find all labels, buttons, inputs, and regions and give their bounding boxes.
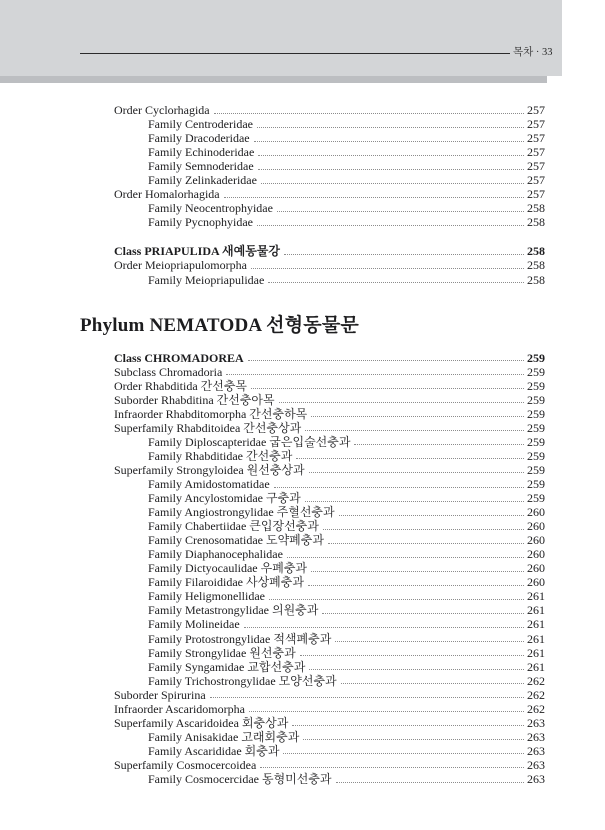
toc-row (114, 477, 545, 491)
toc-row (114, 131, 545, 145)
toc-row (114, 702, 545, 716)
toc-page-number: 257 (527, 103, 545, 117)
toc-page-number: 259 (527, 406, 545, 421)
running-header: 목차 · 33 (513, 47, 553, 58)
toc-entry-label: Superfamily Ascaridoidea 회충상과 (114, 715, 289, 730)
toc-page-number: 261 (527, 603, 545, 618)
toc-entry-label: Family Crenosomatidae 도약폐충과 (148, 533, 324, 548)
dot-leader (269, 599, 524, 600)
toc-entry-label: Family Semnoderidae (148, 159, 254, 174)
toc-row (114, 716, 545, 730)
toc-entry-label: Family Trichostrongylidae 모양선충과 (148, 673, 337, 688)
dot-leader (248, 360, 524, 361)
toc-entry-label: Family Amidostomatidae (148, 476, 270, 491)
toc-list (80, 103, 545, 786)
toc-row (114, 688, 545, 702)
toc-entry-label: Superfamily Cosmocercoidea (114, 757, 257, 772)
toc-page-number: 260 (527, 519, 545, 534)
dot-leader (251, 388, 524, 389)
toc-page-number: 261 (527, 631, 545, 646)
dot-leader (309, 472, 524, 473)
toc-entry-label: Family Anisakidae 고래회충과 (148, 729, 300, 744)
toc-page-number: 259 (527, 378, 545, 393)
toc-entry-label: Family Centroderidae (148, 117, 253, 132)
toc-row (114, 632, 545, 646)
toc-page-number: 260 (527, 561, 545, 576)
toc-row (114, 351, 545, 365)
phylum-heading: Phylum NEMATODA 선형동물문 (80, 314, 359, 336)
dot-leader (308, 585, 524, 586)
toc-row (114, 117, 545, 131)
toc-entry-label: Family Protostrongylidae 적색폐충과 (148, 631, 332, 646)
toc-page-number: 257 (527, 131, 545, 146)
toc-entry-label: Family Filaroididae 사상폐충과 (148, 575, 304, 590)
toc-page-number: 258 (527, 215, 545, 230)
toc-page-number: 258 (527, 201, 545, 216)
toc-row (114, 173, 545, 187)
dot-leader (287, 557, 524, 558)
toc-page-number: 259 (527, 491, 545, 506)
toc-entry-label: Family Cosmocercidae 동형미선충과 (148, 771, 332, 786)
toc-entry-label: Infraorder Ascaridomorpha (114, 701, 245, 716)
toc-page-number: 257 (527, 173, 545, 188)
toc-entry-label: Superfamily Rhabditoidea 간선충상과 (114, 420, 302, 435)
toc-entry-label: Family Molineidae (148, 617, 240, 632)
toc-row (114, 744, 545, 758)
toc-entry-label: Class PRIAPULIDA 새예동물강 (114, 244, 280, 259)
toc-page-number: 259 (527, 462, 545, 477)
toc-row (114, 215, 545, 229)
toc-row (114, 159, 545, 173)
toc-page-number: 260 (527, 547, 545, 562)
dot-leader (279, 402, 524, 403)
dot-leader (249, 711, 524, 712)
toc-row (114, 244, 545, 258)
toc-entry-label: Family Strongylidae 원선충과 (148, 645, 296, 660)
toc-entry-label: Order Cyclorhagida (114, 103, 210, 117)
toc-page-number: 260 (527, 505, 545, 520)
toc-entry-label: Order Rhabditida 간선충목 (114, 378, 248, 393)
toc-page-number: 258 (527, 272, 545, 287)
toc-page-number: 260 (527, 533, 545, 548)
toc-page-number: 259 (527, 364, 545, 379)
dot-leader (251, 268, 524, 269)
dot-leader (268, 282, 524, 283)
toc-row (114, 273, 545, 287)
toc-page-number: 262 (527, 687, 545, 702)
toc-block (80, 313, 545, 786)
toc-entry-label: Family Zelinkaderidae (148, 173, 257, 188)
toc-row (114, 519, 545, 533)
dot-leader (210, 697, 524, 698)
toc-entry-label: Family Ancylostomidae 구충과 (148, 491, 301, 506)
toc-entry-label: Family Syngamidae 교합선충과 (148, 659, 306, 674)
toc-row (114, 145, 545, 159)
toc-row (114, 758, 545, 772)
toc-row (114, 561, 545, 575)
dot-leader (328, 543, 524, 544)
scan-band-shadow (0, 76, 547, 83)
dot-leader (224, 197, 524, 198)
dot-leader (258, 155, 524, 156)
toc-entry-label: Family Dictyocaulidae 우폐충과 (148, 561, 308, 576)
toc-entry-label: Family Echinoderidae (148, 145, 255, 160)
toc-row (114, 660, 545, 674)
dot-leader (311, 571, 524, 572)
dot-leader (322, 613, 524, 614)
dot-leader (274, 487, 524, 488)
dot-leader (300, 655, 524, 656)
toc-row (114, 491, 545, 505)
toc-row (114, 463, 545, 477)
toc-page-number: 263 (527, 757, 545, 772)
toc-page-number: 257 (527, 159, 545, 174)
dot-leader (305, 501, 524, 502)
toc-entry-label: Family Neocentrophyidae (148, 201, 273, 216)
toc-row (114, 575, 545, 589)
dot-leader (354, 444, 524, 445)
dot-leader (244, 627, 524, 628)
toc-entry-label: Family Diploscapteridae 굽은입술선충과 (148, 434, 351, 449)
dot-leader (277, 211, 524, 212)
toc-row (114, 646, 545, 660)
scan-top-band (0, 0, 562, 76)
toc-page-number: 262 (527, 673, 545, 688)
toc-page-number: 262 (527, 701, 545, 716)
toc-entry-label: Family Dracoderidae (148, 131, 250, 146)
toc-row (114, 435, 545, 449)
toc-entry-label: Family Diaphanocephalidae (148, 547, 283, 562)
running-header-rule (80, 53, 510, 54)
toc-row (114, 407, 545, 421)
toc-entry-label: Class CHROMADOREA (114, 350, 244, 365)
toc-page-number: 261 (527, 617, 545, 632)
dot-leader (309, 669, 524, 670)
dot-leader (292, 725, 524, 726)
toc-page-number: 257 (527, 145, 545, 160)
toc-row (114, 730, 545, 744)
toc-block (114, 103, 545, 229)
dot-leader (336, 782, 524, 783)
toc-row (114, 187, 545, 201)
dot-leader (254, 141, 524, 142)
toc-row (114, 365, 545, 379)
dot-leader (257, 127, 524, 128)
toc-page-number: 258 (527, 258, 545, 273)
dot-leader (311, 416, 524, 417)
dot-leader (339, 515, 524, 516)
toc-page-number: 259 (527, 434, 545, 449)
dot-leader (214, 113, 524, 114)
toc-row (114, 258, 545, 272)
toc-entry-label: Order Meiopriapulomorpha (114, 258, 247, 273)
toc-entry-label: Family Metastrongylidae 의원충과 (148, 603, 319, 618)
dot-leader (303, 739, 524, 740)
dot-leader (305, 430, 524, 431)
toc-page-number: 258 (527, 244, 545, 259)
toc-entry-label: Family Rhabditidae 간선충과 (148, 448, 293, 463)
toc-entry-label: Family Meiopriapulidae (148, 272, 265, 287)
toc-entry-label: Family Heligmonellidae (148, 589, 265, 604)
toc-row (114, 421, 545, 435)
toc-page-number: 263 (527, 729, 545, 744)
toc-row (114, 589, 545, 603)
toc-row (114, 772, 545, 786)
toc-block (114, 244, 545, 286)
toc-page-number: 259 (527, 392, 545, 407)
toc-row (114, 505, 545, 519)
toc-page-number: 261 (527, 645, 545, 660)
toc-entry-label: Order Homalorhagida (114, 187, 220, 202)
toc-entry-label: Family Pycnophyidae (148, 215, 253, 230)
toc-entry-label: Infraorder Rhabditomorpha 간선충하목 (114, 406, 308, 421)
toc-entry-label: Family Angiostrongylidae 주혈선충과 (148, 505, 335, 520)
toc-page-number: 259 (527, 350, 545, 365)
toc-page-number: 259 (527, 476, 545, 491)
dot-leader (257, 225, 524, 226)
toc-page-number: 259 (527, 448, 545, 463)
dot-leader (260, 767, 524, 768)
toc-row (114, 449, 545, 463)
toc-entry-label: Superfamily Strongyloidea 원선충상과 (114, 462, 305, 477)
toc-row (114, 103, 545, 117)
dot-leader (284, 254, 524, 255)
toc-entry-label: Subclass Chromadoria (114, 364, 223, 379)
dot-leader (258, 169, 524, 170)
toc-entry-label: Suborder Rhabditina 간선충아목 (114, 392, 275, 407)
toc-page-number: 263 (527, 715, 545, 730)
toc-row (114, 547, 545, 561)
toc-page-number: 261 (527, 659, 545, 674)
toc-page-number: 257 (527, 187, 545, 202)
toc-entry-label: Suborder Spirurina (114, 687, 206, 702)
toc-row (114, 674, 545, 688)
toc-page-number: 259 (527, 420, 545, 435)
toc-entry-label: Family Chabertiidae 큰입장선충과 (148, 519, 319, 534)
dot-leader (226, 374, 524, 375)
toc-page-number: 260 (527, 575, 545, 590)
dot-leader (335, 641, 524, 642)
toc-row (114, 533, 545, 547)
dot-leader (261, 183, 524, 184)
toc-row (114, 603, 545, 617)
dot-leader (283, 753, 524, 754)
toc-row (114, 617, 545, 631)
toc-entry-label: Family Ascarididae 회충과 (148, 743, 280, 758)
dot-leader (341, 683, 524, 684)
toc-page-number: 261 (527, 589, 545, 604)
dot-leader (296, 458, 524, 459)
toc-page-number: 263 (527, 771, 545, 786)
toc-row (114, 379, 545, 393)
toc-page-number: 263 (527, 743, 545, 758)
toc-row (114, 393, 545, 407)
toc-page-number: 257 (527, 117, 545, 132)
toc-row (114, 201, 545, 215)
dot-leader (323, 529, 524, 530)
